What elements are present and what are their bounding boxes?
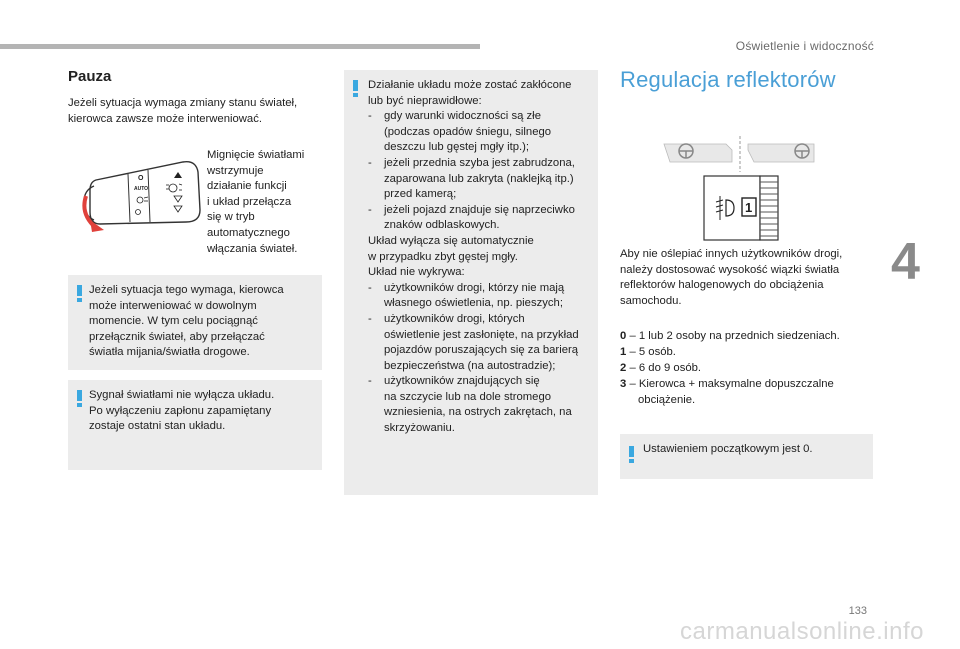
regulacja-intro: Aby nie oślepiać innych użytkowników drogi, należy dostosować wysokość wiązki światła reflektorów halogenowych do obciążenia samochodu. (620, 248, 843, 307)
list-item: - użytkowników znajdujących się na szczycie lub na dole stromego wzniesienia, na ostrych zakrętach, na skrzyżowaniu. (368, 375, 572, 435)
note-box-flash-signal: Sygnał światłami nie wyłącza układu. Po wyłączeniu zapłonu zapamiętany zostaje ostatni stan układu. (68, 380, 322, 470)
chapter-number: 4 (891, 233, 920, 291)
note-box-default-setting: Ustawieniem początkowym jest 0. (620, 434, 873, 479)
heading-pauza: Pauza (68, 68, 112, 85)
headlamp-adjuster-illustration (660, 136, 820, 246)
section-title: Oświetlenie i widoczność (735, 39, 874, 53)
info-icon (77, 285, 82, 302)
note-box-intervention: Jeżeli sytuacja tego wymaga, kierowca może interweniować w dowolnym momencie. W tym celu pociągnąć przełącznik świateł, aby przełączać światła mijania/światła drogowe. (68, 275, 322, 370)
stalk-label-auto: AUTO (134, 186, 149, 192)
info-icon (77, 390, 82, 407)
list-item: - gdy warunki widoczności są złe (podczas opadów śniegu, silnego deszczu lub gęstej mgły itp.); (368, 110, 552, 154)
thumbwheel-value: 1 (745, 200, 753, 215)
page-number: 133 (848, 605, 867, 617)
figure-caption: Mignięcie światłami wstrzymuje działanie funkcji i układ przełącza się w tryb automatycznego włączania świateł. (207, 149, 305, 255)
list-item: - użytkowników drogi, których oświetlenie jest zasłonięte, na przykład pojazdów poruszających się za barierą bezpieczeństwa (na autostradzie); (368, 312, 579, 372)
list-item: - jeżeli pojazd znajduje się naprzeciwko znaków odblaskowych. (368, 203, 575, 232)
list-item: 3 – Kierowca + maksymalne dopuszczalne (620, 378, 834, 390)
info-icon (353, 80, 358, 97)
watermark: carmanualsonline.info (680, 618, 924, 645)
list-item: 0 – 1 lub 2 osoby na przednich siedzeniach. (620, 330, 840, 342)
list-item: 2 – 6 do 9 osób. (620, 362, 702, 374)
list-item: 1 – 5 osób. (620, 346, 676, 358)
header-rule (0, 44, 480, 49)
note-box-system-limitations: Działanie układu może zostać zakłócone lub być nieprawidłowe: - gdy warunki widoczności są złe (podczas opadów śniegu, silnego deszczu lub gęstej mgły itp.); - jeżeli przednia szyba jest zabrudzona, zaparowana lub zakryta (naklejką itp.) przed kamerą; - jeżeli pojazd znajduje się naprzeciwko znaków odblaskowych. Układ wyłącza się automatycznie w przypadku zbyt gęstej mgły. Układ nie wykrywa: - użytkowników drogi, którzy nie mają własnego oświetlenia, np. pieszych; - użytkowników drogi, których oświetlenie jest zasłonięte, na przykład pojazdów poruszających się za barierą bezpieczeństwa (na autostradzie); - użytkowników znajdujących się na szczycie lub na dole stromego wzniesienia, na ostrych zakrętach, na skrzyżowaniu. (344, 70, 598, 495)
pauza-intro: Jeżeli sytuacja wymaga zmiany stanu świateł, kierowca zawsze może interweniować. (68, 97, 298, 125)
light-stalk-illustration (78, 150, 202, 234)
info-icon (629, 446, 634, 463)
list-item: - jeżeli przednia szyba jest zabrudzona, zaparowana lub zakryta (naklejką itp.) przed kamerą; (368, 156, 575, 201)
stalk-label-o: O (138, 175, 144, 182)
load-levels-list: 0 – 1 lub 2 osoby na przednich siedzeniach. 1 – 5 osób. 2 – 6 do 9 osób. 3 – Kierowca + maksymalne dopuszczalne obciążenie. (620, 330, 840, 406)
heading-regulacja: Regulacja reflektorów (620, 67, 836, 92)
list-item: - użytkowników drogi, którzy nie mają własnego oświetlenia, np. pieszych; (368, 281, 565, 310)
